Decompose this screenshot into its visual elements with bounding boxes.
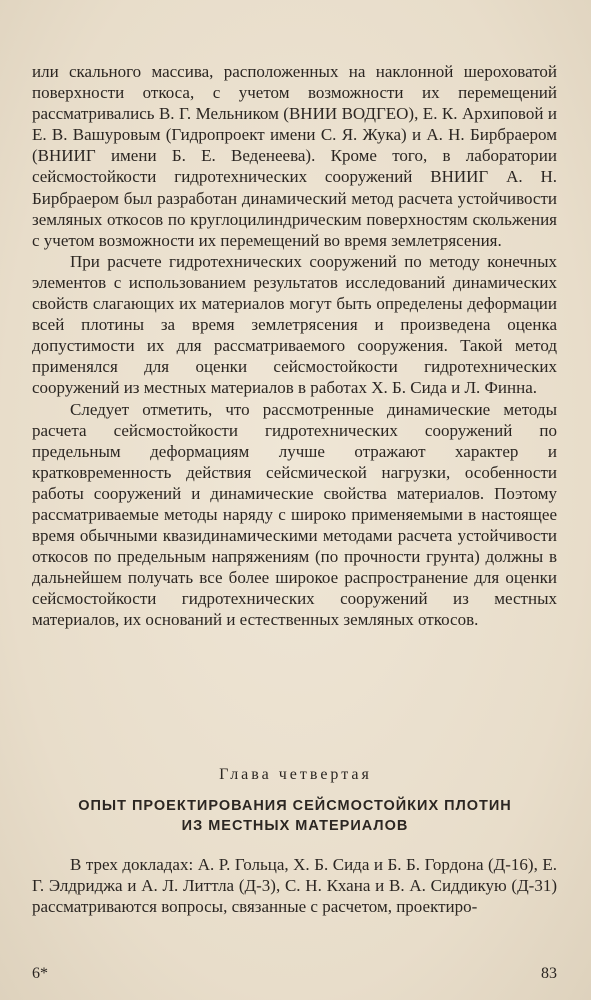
chapter-title-line-2: ИЗ МЕСТНЫХ МАТЕРИАЛОВ [181, 818, 409, 834]
paragraph-reports: В трех докладах: А. Р. Гольца, Х. Б. Сида и Б. Б. Гордона (Д-16), Е. Г. Элдриджа и А. Л. Литтла (Д-3), С. Н. Кхана и В. А. Сиддикую (Д-31) рассматриваются вопросы, связанные с расчетом, проектиро- [32, 855, 557, 917]
paragraph-fem-method: При расчете гидротехнических сооружений по методу конечных элементов с использованием результатов исследований динамических свойств слагающих их материалов могут быть определены деформации всей плотины за время землетрясения и произведена оценка допустимости их для рассматриваемого сооружения. Такой метод применялся для оценки сейсмостойкости гидротехнических сооружений из местных материалов в работах Х. Б. Сида и Л. Финна. [32, 251, 557, 398]
body-text-bottom [32, 854, 557, 917]
chapter-title-line-1: ОПЫТ ПРОЕКТИРОВАНИЯ СЕЙСМОСТОЙКИХ ПЛОТИН [78, 798, 512, 814]
paragraph-continuation: или скального массива, расположенных на наклонной шероховатой поверхности откоса, с учетом возможности их перемещений рассматривались В. Г. Мельником (ВНИИ ВОДГЕО), Е. К. Архиповой и Е. В. Вашуровым (Гидропроект имени С. Я. Жука) и А. Н. Бирбраером (ВНИИГ имени Б. Е. Веденеева). Кроме того, в лаборатории сейсмостойкости гидротехнических сооружений ВНИИГ А. Н. Бирбраером был разработан динамический метод расчета устойчивости земляных откосов по круглоцилиндрическим поверхностям скольжения с учетом возможности их перемещений во время землетрясения. [32, 62, 557, 250]
page-number: 83 [541, 965, 557, 982]
chapter-title [60, 796, 530, 836]
body-text-top [32, 61, 557, 631]
signature-mark: 6* [32, 965, 48, 982]
paragraph-conclusion: Следует отметить, что рассмотренные динамические методы расчета сейсмостойкости гидротехнических сооружений по предельным деформациям лучше отражают характер и кратковременность действия сейсмической нагрузки, особенности работы сооружений и динамические свойства материалов. Поэтому рассматриваемые методы наряду с широко применяемыми в настоящее время обычными квазидинамическими методами расчета устойчивости откосов по предельным напряжениям (по прочности грунта) должны в дальнейшем получать все более широкое распространение для оценки сейсмостойкости гидротехнических сооружений из местных материалов, их оснований и естественных земляных откосов. [32, 399, 557, 630]
chapter-label: Глава четвертая [219, 766, 372, 783]
